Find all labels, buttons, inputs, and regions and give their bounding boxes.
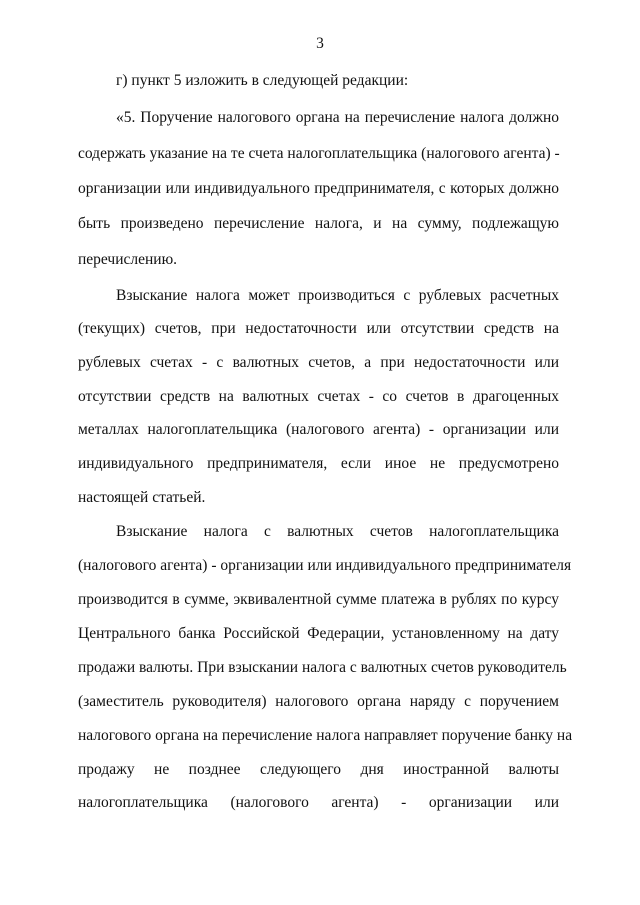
- paragraph-4-line-4: Центрального банка Российской Федерации, установленному на дату: [78, 625, 559, 642]
- paragraph-3-line-4: отсутствии средств на валютных счетах - со счетов в драгоценных: [78, 388, 559, 405]
- paragraph-2-line-5: перечислению.: [78, 251, 178, 268]
- paragraph-2-line-4: быть произведено перечисление налога, и на сумму, подлежащую: [78, 215, 559, 232]
- paragraph-3-line-6: индивидуального предпринимателя, если иное не предусмотрено: [78, 455, 559, 472]
- paragraph-4-line-3: производится в сумме, эквивалентной сумме платежа в рублях по курсу: [78, 591, 559, 608]
- paragraph-1-line-1: г) пункт 5 изложить в следующей редакции:: [116, 72, 409, 89]
- paragraph-2-line-1: «5. Поручение налогового органа на перечисление налога должно: [116, 109, 559, 126]
- paragraph-2-line-3: организации или индивидуального предпринимателя, с которых должно: [78, 180, 559, 197]
- paragraph-3-line-5: металлах налогоплательщика (налогового агента) - организации или: [78, 421, 559, 438]
- paragraph-4-line-8: продажу не позднее следующего дня иностранной валюты: [78, 761, 559, 778]
- paragraph-4-line-5: продажи валюты. При взыскании налога с валютных счетов руководитель: [78, 659, 567, 676]
- paragraph-4-line-7: налогового органа на перечисление налога направляет поручение банку на: [78, 727, 573, 744]
- page-number: 3: [316, 35, 324, 52]
- paragraph-3-line-7: настоящей статьей.: [78, 489, 206, 506]
- paragraph-3-line-1: Взыскание налога может производиться с рублевых расчетных: [116, 287, 559, 304]
- paragraph-4-line-6: (заместитель руководителя) налогового органа наряду с поручением: [78, 693, 559, 710]
- paragraph-4-line-9: налогоплательщика (налогового агента) - организации или: [78, 794, 559, 811]
- paragraph-2-line-2: содержать указание на те счета налогоплательщика (налогового агента) -: [78, 145, 560, 162]
- paragraph-4-line-1: Взыскание налога с валютных счетов налогоплательщика: [116, 523, 559, 540]
- paragraph-4-line-2: (налогового агента) - организации или индивидуального предпринимателя: [78, 557, 572, 574]
- paragraph-3-line-3: рублевых счетах - с валютных счетов, а при недостаточности или: [78, 354, 559, 371]
- paragraph-3-line-2: (текущих) счетов, при недостаточности или отсутствии средств на: [78, 320, 559, 337]
